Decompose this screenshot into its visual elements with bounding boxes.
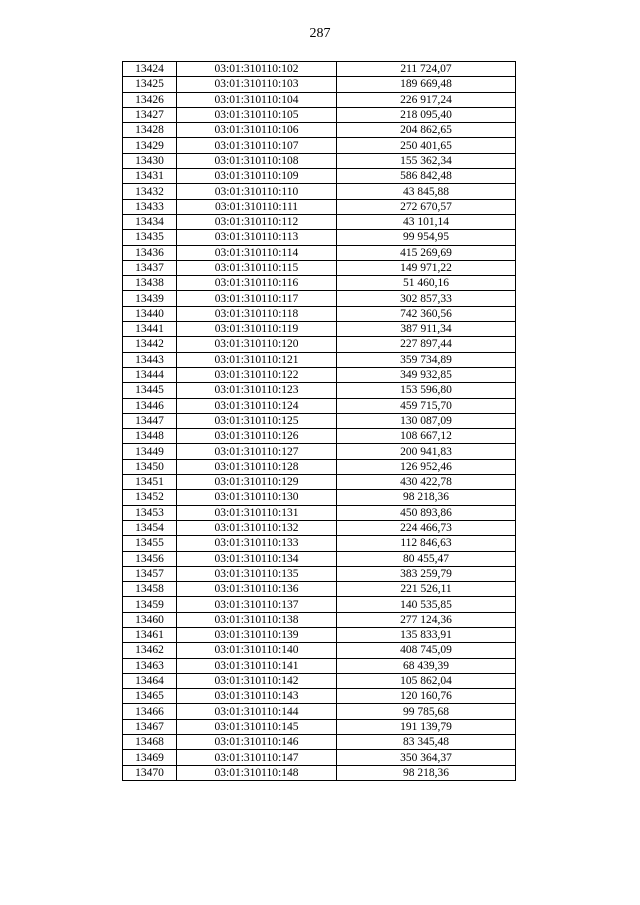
table-row [123, 689, 516, 704]
page-number: 287 [309, 26, 331, 41]
table-row [123, 597, 516, 612]
row-number-cell: 13448 [123, 429, 177, 444]
row-number-cell: 13428 [123, 123, 177, 138]
table-row [123, 459, 516, 474]
table-row [123, 566, 516, 581]
value-cell: 51 460,16 [337, 276, 516, 291]
table-row [123, 627, 516, 642]
value-cell: 99 785,68 [337, 704, 516, 719]
table-row [123, 92, 516, 107]
value-cell: 120 160,76 [337, 689, 516, 704]
value-cell: 43 101,14 [337, 214, 516, 229]
cadastral-number-cell: 03:01:310110:120 [177, 337, 337, 352]
value-cell: 221 526,11 [337, 582, 516, 597]
cadastral-number-cell: 03:01:310110:148 [177, 765, 337, 780]
table-row [123, 643, 516, 658]
row-number-cell: 13431 [123, 169, 177, 184]
cadastral-number-cell: 03:01:310110:137 [177, 597, 337, 612]
cadastral-number-cell: 03:01:310110:147 [177, 750, 337, 765]
cadastral-number-cell: 03:01:310110:135 [177, 566, 337, 581]
value-cell: 98 218,36 [337, 765, 516, 780]
cadastral-number-cell: 03:01:310110:117 [177, 291, 337, 306]
row-number-cell: 13466 [123, 704, 177, 719]
cadastral-number-cell: 03:01:310110:139 [177, 627, 337, 642]
value-cell: 68 439,39 [337, 658, 516, 673]
table-row [123, 536, 516, 551]
row-number-cell: 13430 [123, 153, 177, 168]
table-row [123, 765, 516, 780]
value-cell: 200 941,83 [337, 444, 516, 459]
row-number-cell: 13442 [123, 337, 177, 352]
table-row [123, 673, 516, 688]
table-row [123, 276, 516, 291]
row-number-cell: 13470 [123, 765, 177, 780]
table-row [123, 214, 516, 229]
table-row [123, 612, 516, 627]
row-number-cell: 13443 [123, 352, 177, 367]
cadastral-number-cell: 03:01:310110:103 [177, 77, 337, 92]
row-number-cell: 13437 [123, 260, 177, 275]
cadastral-number-cell: 03:01:310110:123 [177, 383, 337, 398]
table-row [123, 230, 516, 245]
cadastral-number-cell: 03:01:310110:105 [177, 107, 337, 122]
cadastral-number-cell: 03:01:310110:118 [177, 306, 337, 321]
table-row [123, 62, 516, 77]
table-row [123, 169, 516, 184]
cadastral-number-cell: 03:01:310110:102 [177, 62, 337, 77]
cadastral-number-cell: 03:01:310110:132 [177, 520, 337, 535]
value-cell: 80 455,47 [337, 551, 516, 566]
cadastral-number-cell: 03:01:310110:119 [177, 322, 337, 337]
table-row [123, 551, 516, 566]
cadastral-number-cell: 03:01:310110:124 [177, 398, 337, 413]
cadastral-number-cell: 03:01:310110:113 [177, 230, 337, 245]
value-cell: 218 095,40 [337, 107, 516, 122]
value-cell: 250 401,65 [337, 138, 516, 153]
table-row [123, 245, 516, 260]
row-number-cell: 13461 [123, 627, 177, 642]
cadastral-number-cell: 03:01:310110:111 [177, 199, 337, 214]
table-row [123, 123, 516, 138]
cadastral-number-cell: 03:01:310110:141 [177, 658, 337, 673]
row-number-cell: 13458 [123, 582, 177, 597]
row-number-cell: 13425 [123, 77, 177, 92]
row-number-cell: 13427 [123, 107, 177, 122]
table-row [123, 398, 516, 413]
row-number-cell: 13441 [123, 322, 177, 337]
cadastral-number-cell: 03:01:310110:126 [177, 429, 337, 444]
cadastral-number-cell: 03:01:310110:110 [177, 184, 337, 199]
row-number-cell: 13452 [123, 490, 177, 505]
row-number-cell: 13445 [123, 383, 177, 398]
value-cell: 387 911,34 [337, 322, 516, 337]
table-row [123, 107, 516, 122]
table-row [123, 77, 516, 92]
value-cell: 43 845,88 [337, 184, 516, 199]
table-row [123, 337, 516, 352]
table-row [123, 505, 516, 520]
value-cell: 99 954,95 [337, 230, 516, 245]
value-cell: 226 917,24 [337, 92, 516, 107]
cadastral-number-cell: 03:01:310110:115 [177, 260, 337, 275]
table-row [123, 138, 516, 153]
row-number-cell: 13438 [123, 276, 177, 291]
row-number-cell: 13460 [123, 612, 177, 627]
value-cell: 189 669,48 [337, 77, 516, 92]
row-number-cell: 13454 [123, 520, 177, 535]
table-row [123, 735, 516, 750]
value-cell: 302 857,33 [337, 291, 516, 306]
cadastral-number-cell: 03:01:310110:128 [177, 459, 337, 474]
value-cell: 140 535,85 [337, 597, 516, 612]
table-row [123, 429, 516, 444]
row-number-cell: 13462 [123, 643, 177, 658]
row-number-cell: 13450 [123, 459, 177, 474]
cadastral-number-cell: 03:01:310110:109 [177, 169, 337, 184]
cadastral-number-cell: 03:01:310110:131 [177, 505, 337, 520]
cadastral-number-cell: 03:01:310110:143 [177, 689, 337, 704]
row-number-cell: 13456 [123, 551, 177, 566]
value-cell: 459 715,70 [337, 398, 516, 413]
cadastral-number-cell: 03:01:310110:130 [177, 490, 337, 505]
row-number-cell: 13439 [123, 291, 177, 306]
value-cell: 224 466,73 [337, 520, 516, 535]
value-cell: 408 745,09 [337, 643, 516, 658]
row-number-cell: 13444 [123, 367, 177, 382]
value-cell: 135 833,91 [337, 627, 516, 642]
table-row [123, 322, 516, 337]
cadastral-number-cell: 03:01:310110:104 [177, 92, 337, 107]
value-cell: 277 124,36 [337, 612, 516, 627]
value-cell: 383 259,79 [337, 566, 516, 581]
value-cell: 191 139,79 [337, 719, 516, 734]
cadastral-number-cell: 03:01:310110:116 [177, 276, 337, 291]
table-row [123, 184, 516, 199]
table-row [123, 490, 516, 505]
row-number-cell: 13447 [123, 413, 177, 428]
row-number-cell: 13446 [123, 398, 177, 413]
value-cell: 155 362,34 [337, 153, 516, 168]
row-number-cell: 13435 [123, 230, 177, 245]
value-cell: 204 862,65 [337, 123, 516, 138]
table-row [123, 750, 516, 765]
row-number-cell: 13459 [123, 597, 177, 612]
cadastral-number-cell: 03:01:310110:114 [177, 245, 337, 260]
cadastral-number-cell: 03:01:310110:140 [177, 643, 337, 658]
value-cell: 349 932,85 [337, 367, 516, 382]
row-number-cell: 13449 [123, 444, 177, 459]
value-cell: 108 667,12 [337, 429, 516, 444]
cadastral-number-cell: 03:01:310110:106 [177, 123, 337, 138]
value-cell: 105 862,04 [337, 673, 516, 688]
value-cell: 227 897,44 [337, 337, 516, 352]
value-cell: 126 952,46 [337, 459, 516, 474]
table-row [123, 658, 516, 673]
cadastral-number-cell: 03:01:310110:142 [177, 673, 337, 688]
table-row [123, 413, 516, 428]
value-cell: 742 360,56 [337, 306, 516, 321]
cadastral-number-cell: 03:01:310110:121 [177, 352, 337, 367]
cadastral-value-table [122, 61, 516, 781]
cadastral-number-cell: 03:01:310110:127 [177, 444, 337, 459]
row-number-cell: 13465 [123, 689, 177, 704]
row-number-cell: 13463 [123, 658, 177, 673]
value-cell: 415 269,69 [337, 245, 516, 260]
cadastral-number-cell: 03:01:310110:144 [177, 704, 337, 719]
value-cell: 450 893,86 [337, 505, 516, 520]
row-number-cell: 13453 [123, 505, 177, 520]
value-cell: 149 971,22 [337, 260, 516, 275]
row-number-cell: 13467 [123, 719, 177, 734]
cadastral-number-cell: 03:01:310110:129 [177, 475, 337, 490]
value-cell: 83 345,48 [337, 735, 516, 750]
row-number-cell: 13433 [123, 199, 177, 214]
row-number-cell: 13426 [123, 92, 177, 107]
row-number-cell: 13429 [123, 138, 177, 153]
value-cell: 112 846,63 [337, 536, 516, 551]
row-number-cell: 13457 [123, 566, 177, 581]
cadastral-number-cell: 03:01:310110:112 [177, 214, 337, 229]
row-number-cell: 13432 [123, 184, 177, 199]
table-row [123, 153, 516, 168]
row-number-cell: 13464 [123, 673, 177, 688]
value-cell: 130 087,09 [337, 413, 516, 428]
cadastral-number-cell: 03:01:310110:146 [177, 735, 337, 750]
table-row [123, 719, 516, 734]
table-row [123, 291, 516, 306]
value-cell: 586 842,48 [337, 169, 516, 184]
table-row [123, 260, 516, 275]
cadastral-number-cell: 03:01:310110:145 [177, 719, 337, 734]
table-row [123, 352, 516, 367]
value-cell: 430 422,78 [337, 475, 516, 490]
row-number-cell: 13436 [123, 245, 177, 260]
cadastral-number-cell: 03:01:310110:134 [177, 551, 337, 566]
table-row [123, 582, 516, 597]
cadastral-number-cell: 03:01:310110:108 [177, 153, 337, 168]
table-row [123, 199, 516, 214]
table-row [123, 475, 516, 490]
row-number-cell: 13424 [123, 62, 177, 77]
row-number-cell: 13468 [123, 735, 177, 750]
table-row [123, 444, 516, 459]
value-cell: 211 724,07 [337, 62, 516, 77]
table-row [123, 383, 516, 398]
value-cell: 359 734,89 [337, 352, 516, 367]
value-cell: 350 364,37 [337, 750, 516, 765]
cadastral-number-cell: 03:01:310110:122 [177, 367, 337, 382]
row-number-cell: 13434 [123, 214, 177, 229]
row-number-cell: 13455 [123, 536, 177, 551]
cadastral-number-cell: 03:01:310110:125 [177, 413, 337, 428]
value-cell: 153 596,80 [337, 383, 516, 398]
table-row [123, 520, 516, 535]
table-row [123, 704, 516, 719]
row-number-cell: 13451 [123, 475, 177, 490]
cadastral-number-cell: 03:01:310110:136 [177, 582, 337, 597]
cadastral-number-cell: 03:01:310110:133 [177, 536, 337, 551]
table-row [123, 367, 516, 382]
table-row [123, 306, 516, 321]
cadastral-number-cell: 03:01:310110:138 [177, 612, 337, 627]
row-number-cell: 13440 [123, 306, 177, 321]
row-number-cell: 13469 [123, 750, 177, 765]
value-cell: 98 218,36 [337, 490, 516, 505]
value-cell: 272 670,57 [337, 199, 516, 214]
table-body [123, 62, 516, 781]
cadastral-number-cell: 03:01:310110:107 [177, 138, 337, 153]
